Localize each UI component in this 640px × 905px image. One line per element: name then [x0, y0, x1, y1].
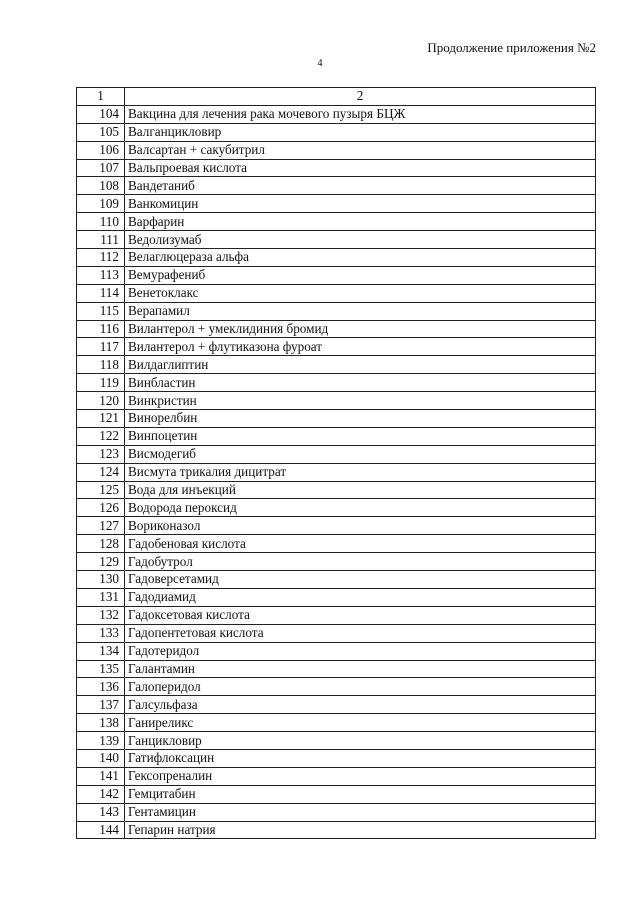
- table-row: [77, 660, 596, 678]
- row-number: 122: [77, 427, 125, 445]
- drug-name: Гексопреналин: [125, 767, 596, 785]
- drug-name: Вальпроевая кислота: [125, 159, 596, 177]
- table-row: [77, 696, 596, 714]
- row-number: 125: [77, 481, 125, 499]
- table-row: [77, 123, 596, 141]
- row-number: 109: [77, 195, 125, 213]
- table-row: [77, 553, 596, 571]
- table-row: [77, 141, 596, 159]
- row-number: 134: [77, 642, 125, 660]
- row-number: 119: [77, 374, 125, 392]
- table-row: [77, 732, 596, 750]
- row-number: 110: [77, 213, 125, 231]
- drug-list-table: [76, 87, 596, 839]
- table-row: [77, 517, 596, 535]
- drug-name: Венетоклакс: [125, 284, 596, 302]
- column-header-1: 1: [77, 88, 125, 106]
- row-number: 104: [77, 105, 125, 123]
- drug-name: Велаглюцераза альфа: [125, 249, 596, 267]
- table-row: [77, 678, 596, 696]
- drug-name: Винкристин: [125, 392, 596, 410]
- row-number: 112: [77, 249, 125, 267]
- row-number: 118: [77, 356, 125, 374]
- drug-name: Висмодегиб: [125, 445, 596, 463]
- table-row: [77, 356, 596, 374]
- row-number: 133: [77, 624, 125, 642]
- drug-name: Винпоцетин: [125, 427, 596, 445]
- table-header-row: [77, 88, 596, 106]
- drug-name: Винорелбин: [125, 410, 596, 428]
- table-row: [77, 821, 596, 839]
- table-row: [77, 249, 596, 267]
- row-number: 141: [77, 767, 125, 785]
- row-number: 117: [77, 338, 125, 356]
- row-number: 107: [77, 159, 125, 177]
- row-number: 115: [77, 302, 125, 320]
- table-row: [77, 266, 596, 284]
- row-number: 138: [77, 714, 125, 732]
- drug-name: Галсульфаза: [125, 696, 596, 714]
- drug-name: Гепарин натрия: [125, 821, 596, 839]
- table-row: [77, 320, 596, 338]
- table-row: [77, 213, 596, 231]
- row-number: 129: [77, 553, 125, 571]
- table-row: [77, 105, 596, 123]
- row-number: 143: [77, 803, 125, 821]
- row-number: 137: [77, 696, 125, 714]
- table-row: [77, 231, 596, 249]
- table-row: [77, 374, 596, 392]
- row-number: 124: [77, 463, 125, 481]
- drug-name: Вилантерол + умеклидиния бромид: [125, 320, 596, 338]
- row-number: 144: [77, 821, 125, 839]
- table-row: [77, 767, 596, 785]
- table-row: [77, 463, 596, 481]
- drug-name: Гадоверсетамид: [125, 571, 596, 589]
- table-row: [77, 177, 596, 195]
- drug-name: Ганцикловир: [125, 732, 596, 750]
- column-header-2: 2: [125, 88, 596, 106]
- row-number: 113: [77, 266, 125, 284]
- table-row: [77, 195, 596, 213]
- table-row: [77, 714, 596, 732]
- row-number: 114: [77, 284, 125, 302]
- drug-name: Ведолизумаб: [125, 231, 596, 249]
- row-number: 108: [77, 177, 125, 195]
- drug-name: Вандетаниб: [125, 177, 596, 195]
- table-row: [77, 624, 596, 642]
- drug-name: Вемурафениб: [125, 266, 596, 284]
- table-row: [77, 427, 596, 445]
- row-number: 135: [77, 660, 125, 678]
- table-row: [77, 302, 596, 320]
- drug-name: Вакцина для лечения рака мочевого пузыря БЦЖ: [125, 105, 596, 123]
- drug-name: Гадопентетовая кислота: [125, 624, 596, 642]
- drug-name: Гентамицин: [125, 803, 596, 821]
- drug-name: Гадобутрол: [125, 553, 596, 571]
- table-row: [77, 749, 596, 767]
- table-row: [77, 785, 596, 803]
- drug-name: Висмута трикалия дицитрат: [125, 463, 596, 481]
- table-row: [77, 535, 596, 553]
- row-number: 127: [77, 517, 125, 535]
- table-row: [77, 571, 596, 589]
- drug-name: Винбластин: [125, 374, 596, 392]
- row-number: 105: [77, 123, 125, 141]
- drug-name: Вориконазол: [125, 517, 596, 535]
- drug-name: Вилдаглиптин: [125, 356, 596, 374]
- row-number: 128: [77, 535, 125, 553]
- drug-name: Вода для инъекций: [125, 481, 596, 499]
- table-row: [77, 588, 596, 606]
- drug-name: Водорода пероксид: [125, 499, 596, 517]
- row-number: 136: [77, 678, 125, 696]
- row-number: 139: [77, 732, 125, 750]
- table-row: [77, 284, 596, 302]
- table-row: [77, 606, 596, 624]
- row-number: 126: [77, 499, 125, 517]
- page-number: 4: [317, 58, 323, 69]
- table-row: [77, 338, 596, 356]
- row-number: 111: [77, 231, 125, 249]
- row-number: 121: [77, 410, 125, 428]
- row-number: 116: [77, 320, 125, 338]
- row-number: 123: [77, 445, 125, 463]
- row-number: 132: [77, 606, 125, 624]
- table-row: [77, 392, 596, 410]
- drug-name: Гадобеновая кислота: [125, 535, 596, 553]
- row-number: 131: [77, 588, 125, 606]
- row-number: 106: [77, 141, 125, 159]
- row-number: 120: [77, 392, 125, 410]
- drug-name: Ганиреликс: [125, 714, 596, 732]
- appendix-continuation-label: Продолжение приложения №2: [427, 40, 596, 55]
- row-number: 140: [77, 749, 125, 767]
- drug-name: Варфарин: [125, 213, 596, 231]
- table-row: [77, 499, 596, 517]
- drug-name: Гадотеридол: [125, 642, 596, 660]
- table-row: [77, 410, 596, 428]
- drug-name: Верапамил: [125, 302, 596, 320]
- drug-name: Гадодиамид: [125, 588, 596, 606]
- drug-name: Галантамин: [125, 660, 596, 678]
- table-row: [77, 803, 596, 821]
- drug-name: Валсартан + сакубитрил: [125, 141, 596, 159]
- table-row: [77, 159, 596, 177]
- drug-name: Ванкомицин: [125, 195, 596, 213]
- table-row: [77, 642, 596, 660]
- drug-name: Гадоксетовая кислота: [125, 606, 596, 624]
- row-number: 130: [77, 571, 125, 589]
- row-number: 142: [77, 785, 125, 803]
- table-row: [77, 445, 596, 463]
- drug-name: Гемцитабин: [125, 785, 596, 803]
- drug-name: Валганцикловир: [125, 123, 596, 141]
- drug-name: Галоперидол: [125, 678, 596, 696]
- drug-name: Вилантерол + флутиказона фуроат: [125, 338, 596, 356]
- drug-name: Гатифлоксацин: [125, 749, 596, 767]
- table-row: [77, 481, 596, 499]
